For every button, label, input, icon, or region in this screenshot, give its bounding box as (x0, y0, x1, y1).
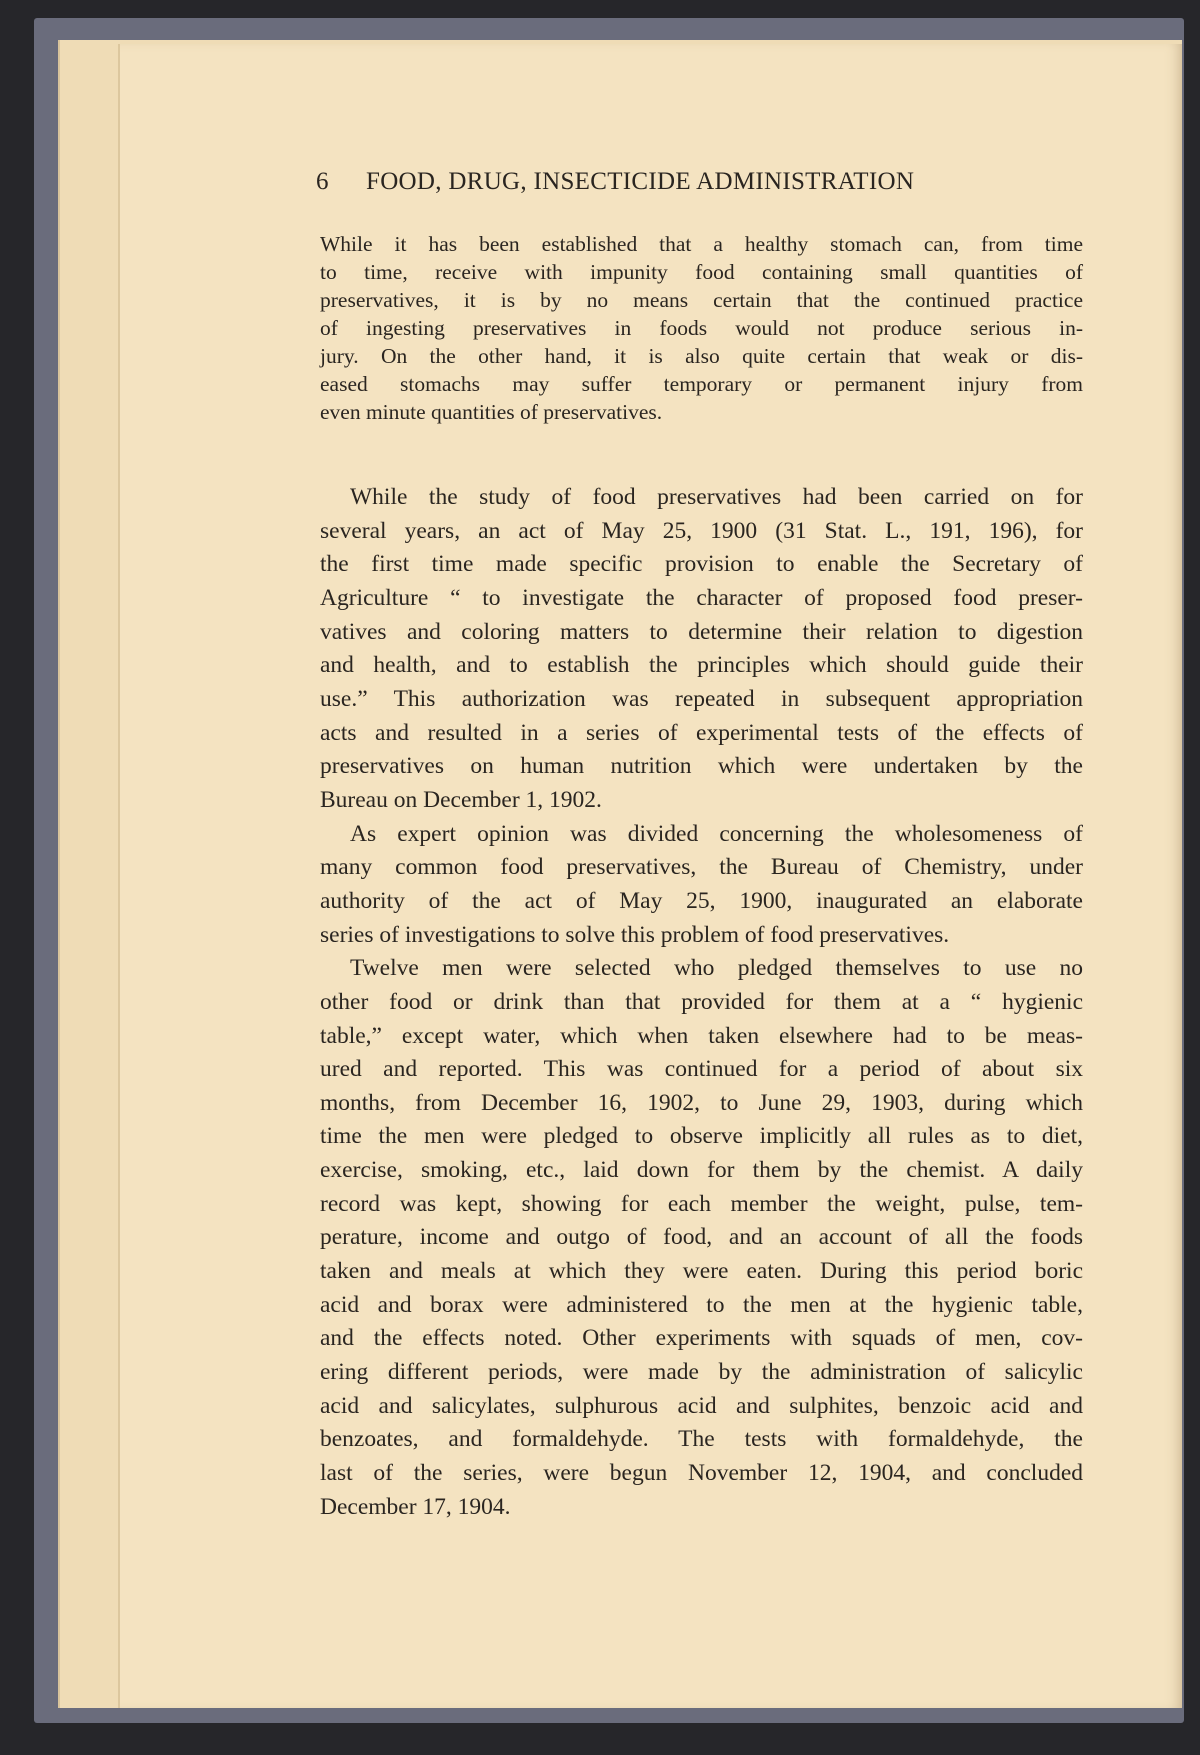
text-line: vatives and coloring matters to determine their relation to digestion (320, 618, 1083, 645)
text-line: even minute quantities of preservatives. (320, 400, 663, 424)
running-title: FOOD, DRUG, INSECTICIDE ADMINISTRATION (366, 168, 915, 195)
paragraph (320, 481, 1083, 818)
text-line: benzoates, and formaldehyde. The tests with formaldehyde, the (320, 1426, 1083, 1453)
text-line: Agriculture “ to investigate the character of proposed food preser- (320, 584, 1083, 611)
text-line: the first time made specific provision to enable the Secretary of (320, 551, 1083, 578)
text-line: December 17, 1904. (320, 1493, 511, 1520)
text-line: and health, and to establish the principles which should guide their (320, 652, 1083, 679)
text-line: use.” This authorization was repeated in subsequent appropriation (320, 685, 1083, 712)
text-line: record was kept, showing for each member the weight, pulse, tem- (320, 1190, 1083, 1217)
text-line: time the men were pledged to observe implicitly all rules as to diet, (320, 1123, 1083, 1150)
paragraph (320, 952, 1083, 1524)
text-line: series of investigations to solve this problem of food preservatives. (320, 921, 950, 948)
text-line: taken and meals at which they were eaten. During this period boric (320, 1258, 1083, 1285)
text-line: and the effects noted. Other experiments with squads of men, cov- (320, 1325, 1083, 1352)
text-line: eased stomachs may suffer temporary or permanent injury from (320, 372, 1083, 396)
text-line: ured and reported. This was continued for a period of about six (320, 1056, 1083, 1083)
text-line: of ingesting preservatives in foods would not produce serious in- (320, 316, 1083, 340)
paragraph (320, 818, 1083, 953)
body-text (320, 481, 1083, 1524)
text-line: perature, income and outgo of food, and an account of all the foods (320, 1224, 1083, 1251)
page-number: 6 (316, 168, 329, 195)
text-line: While it has been established that a healthy stomach can, from time (320, 232, 1083, 256)
text-line: acid and borax were administered to the men at the hygienic table, (320, 1291, 1083, 1318)
text-line: several years, an act of May 25, 1900 (31 Stat. L., 191, 196), for (320, 517, 1083, 544)
text-line: months, from December 16, 1902, to June 29, 1903, during which (320, 1089, 1083, 1116)
text-line: acts and resulted in a series of experimental tests of the effects of (320, 719, 1083, 746)
text-line: last of the series, were begun November 12, 1904, and concluded (320, 1460, 1083, 1487)
text-line: exercise, smoking, etc., laid down for them by the chemist. A daily (320, 1157, 1083, 1184)
paragraph (320, 230, 1083, 426)
text-line: preservatives, it is by no means certain that the continued practice (320, 288, 1083, 312)
paragraph-1 (320, 230, 1083, 426)
text-line: table,” except water, which when taken elsewhere had to be meas- (320, 1022, 1083, 1049)
text-line: As expert opinion was divided concerning the wholesomeness of (350, 820, 1083, 847)
text-line: authority of the act of May 25, 1900, inaugurated an elaborate (320, 887, 1083, 914)
text-line: While the study of food preservatives had been carried on for (350, 484, 1083, 510)
text-line: to time, receive with impunity food containing small quantities of (320, 260, 1083, 284)
text-line: Twelve men were selected who pledged themselves to use no (350, 955, 1083, 982)
text-line: other food or drink than that provided for them at a “ hygienic (320, 988, 1083, 1015)
text-line: preservatives on human nutrition which were undertaken by the (320, 753, 1083, 780)
text-line: Bureau on December 1, 1902. (320, 786, 602, 813)
text-line: many common food preservatives, the Bureau of Chemistry, under (320, 854, 1083, 881)
running-header (316, 168, 1056, 196)
text-line: jury. On the other hand, it is also quite certain that weak or dis- (320, 344, 1083, 368)
text-line: ering different periods, were made by the administration of salicylic (320, 1359, 1083, 1386)
text-line: acid and salicylates, sulphurous acid and sulphites, benzoic acid and (320, 1392, 1083, 1419)
